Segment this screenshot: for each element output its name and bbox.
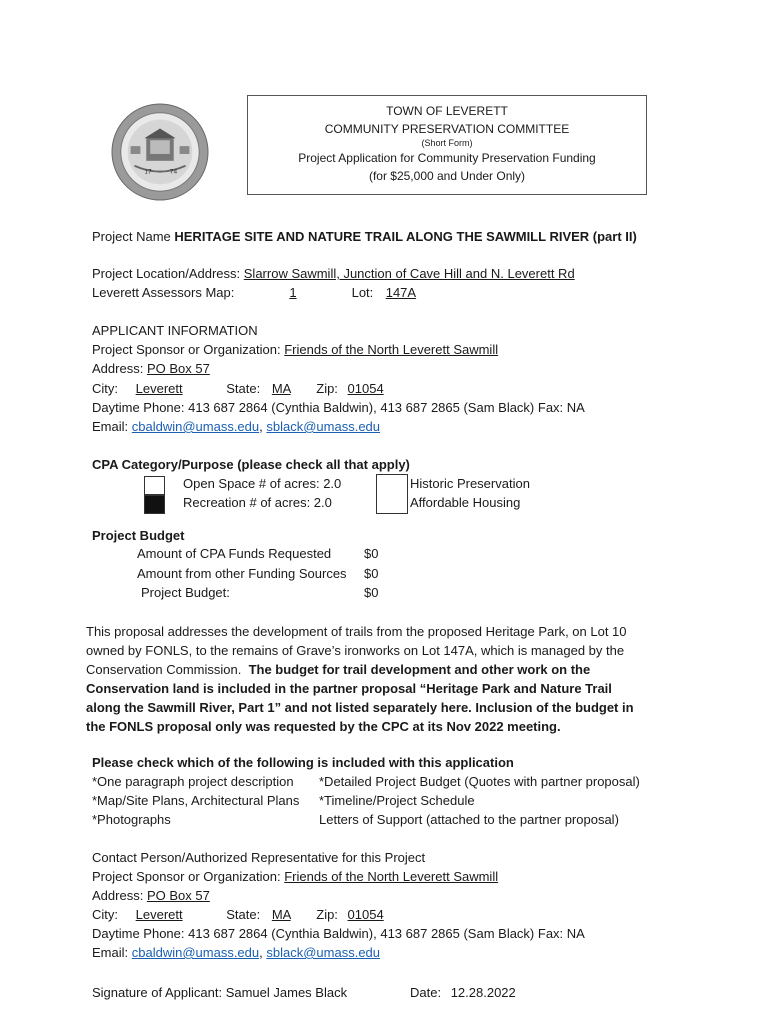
email-separator: , bbox=[259, 419, 263, 434]
town-title: TOWN OF LEVERETT bbox=[386, 104, 508, 118]
sponsor-value: Friends of the North Leverett Sawmill bbox=[284, 342, 499, 357]
affordable-label: Affordable Housing bbox=[410, 495, 521, 510]
applicant-city-row bbox=[92, 381, 384, 396]
contact-zip-value: 01054 bbox=[347, 907, 384, 922]
checklist-heading: Please check which of the following is included with this application bbox=[92, 755, 514, 770]
open-space-label: Open Space # of acres: 2.0 bbox=[183, 476, 342, 491]
contact-city-value: Leverett bbox=[135, 907, 183, 922]
contact-email-link-sblack[interactable]: sblack@umass.edu bbox=[266, 945, 381, 960]
proposal-line-normal: Conservation Commission. bbox=[86, 662, 242, 677]
email-link-sblack[interactable]: sblack@umass.edu bbox=[266, 419, 381, 434]
proposal-line-bold: The budget for trail development and other work on the bbox=[248, 662, 591, 677]
contact-state-label: State: bbox=[226, 907, 261, 922]
proposal-line: the FONLS proposal only was requested by the CPC at its Nov 2022 meeting. bbox=[86, 719, 561, 734]
budget-requested-label: Amount of CPA Funds Requested bbox=[137, 546, 332, 561]
assessors-map-row bbox=[92, 285, 425, 300]
applicant-phone: Daytime Phone: 413 687 2864 (Cynthia Baldwin), 413 687 2865 (Sam Black) Fax: NA bbox=[92, 400, 585, 415]
contact-address-row bbox=[92, 888, 210, 903]
proposal-line: Conservation land is included in the partner proposal “Heritage Park and Nature Trail bbox=[86, 681, 612, 696]
open-space-checkbox[interactable] bbox=[144, 476, 165, 495]
map-value: 1 bbox=[289, 285, 297, 300]
state-value: MA bbox=[271, 381, 291, 396]
header-box bbox=[247, 95, 647, 195]
signature-line: Signature of Applicant: Samuel James Black bbox=[92, 985, 348, 1000]
historic-affordable-checkbox[interactable] bbox=[376, 474, 408, 514]
contact-sponsor-row bbox=[92, 869, 498, 884]
form-type: (Short Form) bbox=[421, 138, 473, 148]
contact-city-label: City: bbox=[92, 907, 118, 922]
checklist-left-item: *One paragraph project description bbox=[92, 774, 294, 789]
checklist-left-item: *Map/Site Plans, Architectural Plans bbox=[92, 793, 300, 808]
zip-label: Zip: bbox=[316, 381, 338, 396]
project-name-label: Project Name bbox=[92, 229, 171, 244]
proposal-paragraph bbox=[86, 622, 648, 736]
recreation-label: Recreation # of acres: 2.0 bbox=[183, 495, 332, 510]
sponsor-label: Project Sponsor or Organization: bbox=[92, 342, 281, 357]
contact-email-separator: , bbox=[259, 945, 263, 960]
address-value: PO Box 57 bbox=[146, 361, 210, 376]
lot-value: 147A bbox=[385, 285, 417, 300]
contact-address-value: PO Box 57 bbox=[146, 888, 210, 903]
applicant-address-row bbox=[92, 361, 210, 376]
date-label: Date: bbox=[410, 985, 442, 1000]
checklist-left-item: *Photographs bbox=[92, 812, 171, 827]
budget-total-label: Project Budget: bbox=[141, 585, 230, 600]
project-location-row bbox=[92, 266, 575, 281]
contact-sponsor-label: Project Sponsor or Organization: bbox=[92, 869, 281, 884]
location-value: Slarrow Sawmill, Junction of Cave Hill and N. Leverett Rd bbox=[243, 266, 575, 281]
budget-other-value: $0 bbox=[364, 566, 379, 581]
svg-text:17: 17 bbox=[144, 169, 152, 176]
state-label: State: bbox=[226, 381, 261, 396]
committee-title: COMMUNITY PRESERVATION COMMITTEE bbox=[324, 122, 570, 136]
recreation-checkbox[interactable] bbox=[144, 495, 165, 514]
location-label: Project Location/Address: bbox=[92, 266, 241, 281]
zip-value: 01054 bbox=[347, 381, 384, 396]
email-link-cbaldwin[interactable]: cbaldwin@umass.edu bbox=[131, 419, 260, 434]
contact-city-row bbox=[92, 907, 384, 922]
checklist-right-item: *Timeline/Project Schedule bbox=[319, 793, 475, 808]
contact-address-label: Address: bbox=[92, 888, 144, 903]
project-name-value: HERITAGE SITE AND NATURE TRAIL ALONG THE SAWMILL RIVER (part II) bbox=[174, 229, 637, 244]
lot-label: Lot: bbox=[351, 285, 374, 300]
city-value: Leverett bbox=[135, 381, 183, 396]
budget-total-value: $0 bbox=[364, 585, 379, 600]
budget-requested-value: $0 bbox=[364, 546, 379, 561]
town-seal-logo bbox=[111, 103, 209, 201]
map-label: Leverett Assessors Map: bbox=[92, 285, 235, 300]
contact-state-value: MA bbox=[271, 907, 291, 922]
contact-email-row bbox=[92, 945, 380, 960]
contact-email-link-cbaldwin[interactable]: cbaldwin@umass.edu bbox=[131, 945, 260, 960]
svg-text:74: 74 bbox=[169, 169, 178, 176]
budget-other-label: Amount from other Funding Sources bbox=[137, 566, 347, 581]
address-label: Address: bbox=[92, 361, 144, 376]
city-label: City: bbox=[92, 381, 118, 396]
signature-date-row bbox=[410, 985, 516, 1000]
checklist-right-item: *Detailed Project Budget (Quotes with partner proposal) bbox=[319, 774, 640, 789]
contact-sponsor-value: Friends of the North Leverett Sawmill bbox=[284, 869, 499, 884]
contact-heading: Contact Person/Authorized Representative for this Project bbox=[92, 850, 426, 865]
contact-email-label: Email: bbox=[92, 945, 129, 960]
budget-heading: Project Budget bbox=[92, 528, 185, 543]
applicant-heading: APPLICANT INFORMATION bbox=[92, 323, 258, 338]
proposal-line: owned by FONLS, to the remains of Grave’s ironworks on Lot 147A, which is managed by the bbox=[86, 643, 625, 658]
contact-zip-label: Zip: bbox=[316, 907, 338, 922]
applicant-email-row bbox=[92, 419, 380, 434]
historic-label: Historic Preservation bbox=[410, 476, 530, 491]
project-name-row bbox=[92, 229, 637, 244]
applicant-sponsor-row bbox=[92, 342, 498, 357]
proposal-line bbox=[86, 660, 648, 679]
checklist-right-item: Letters of Support (attached to the partner proposal) bbox=[319, 812, 619, 827]
date-value: 12.28.2022 bbox=[450, 985, 516, 1000]
email-label: Email: bbox=[92, 419, 129, 434]
proposal-line: This proposal addresses the development of trails from the proposed Heritage Park, on Lot 10 bbox=[86, 624, 627, 639]
form-title: Project Application for Community Preservation Funding bbox=[298, 151, 596, 165]
form-subtitle: (for $25,000 and Under Only) bbox=[368, 169, 526, 183]
category-heading: CPA Category/Purpose (please check all that apply) bbox=[92, 457, 410, 472]
contact-phone: Daytime Phone: 413 687 2864 (Cynthia Baldwin), 413 687 2865 (Sam Black) Fax: NA bbox=[92, 926, 585, 941]
proposal-line: along the Sawmill River, Part 1” and not listed separately here. Inclusion of the budget in bbox=[86, 700, 634, 715]
